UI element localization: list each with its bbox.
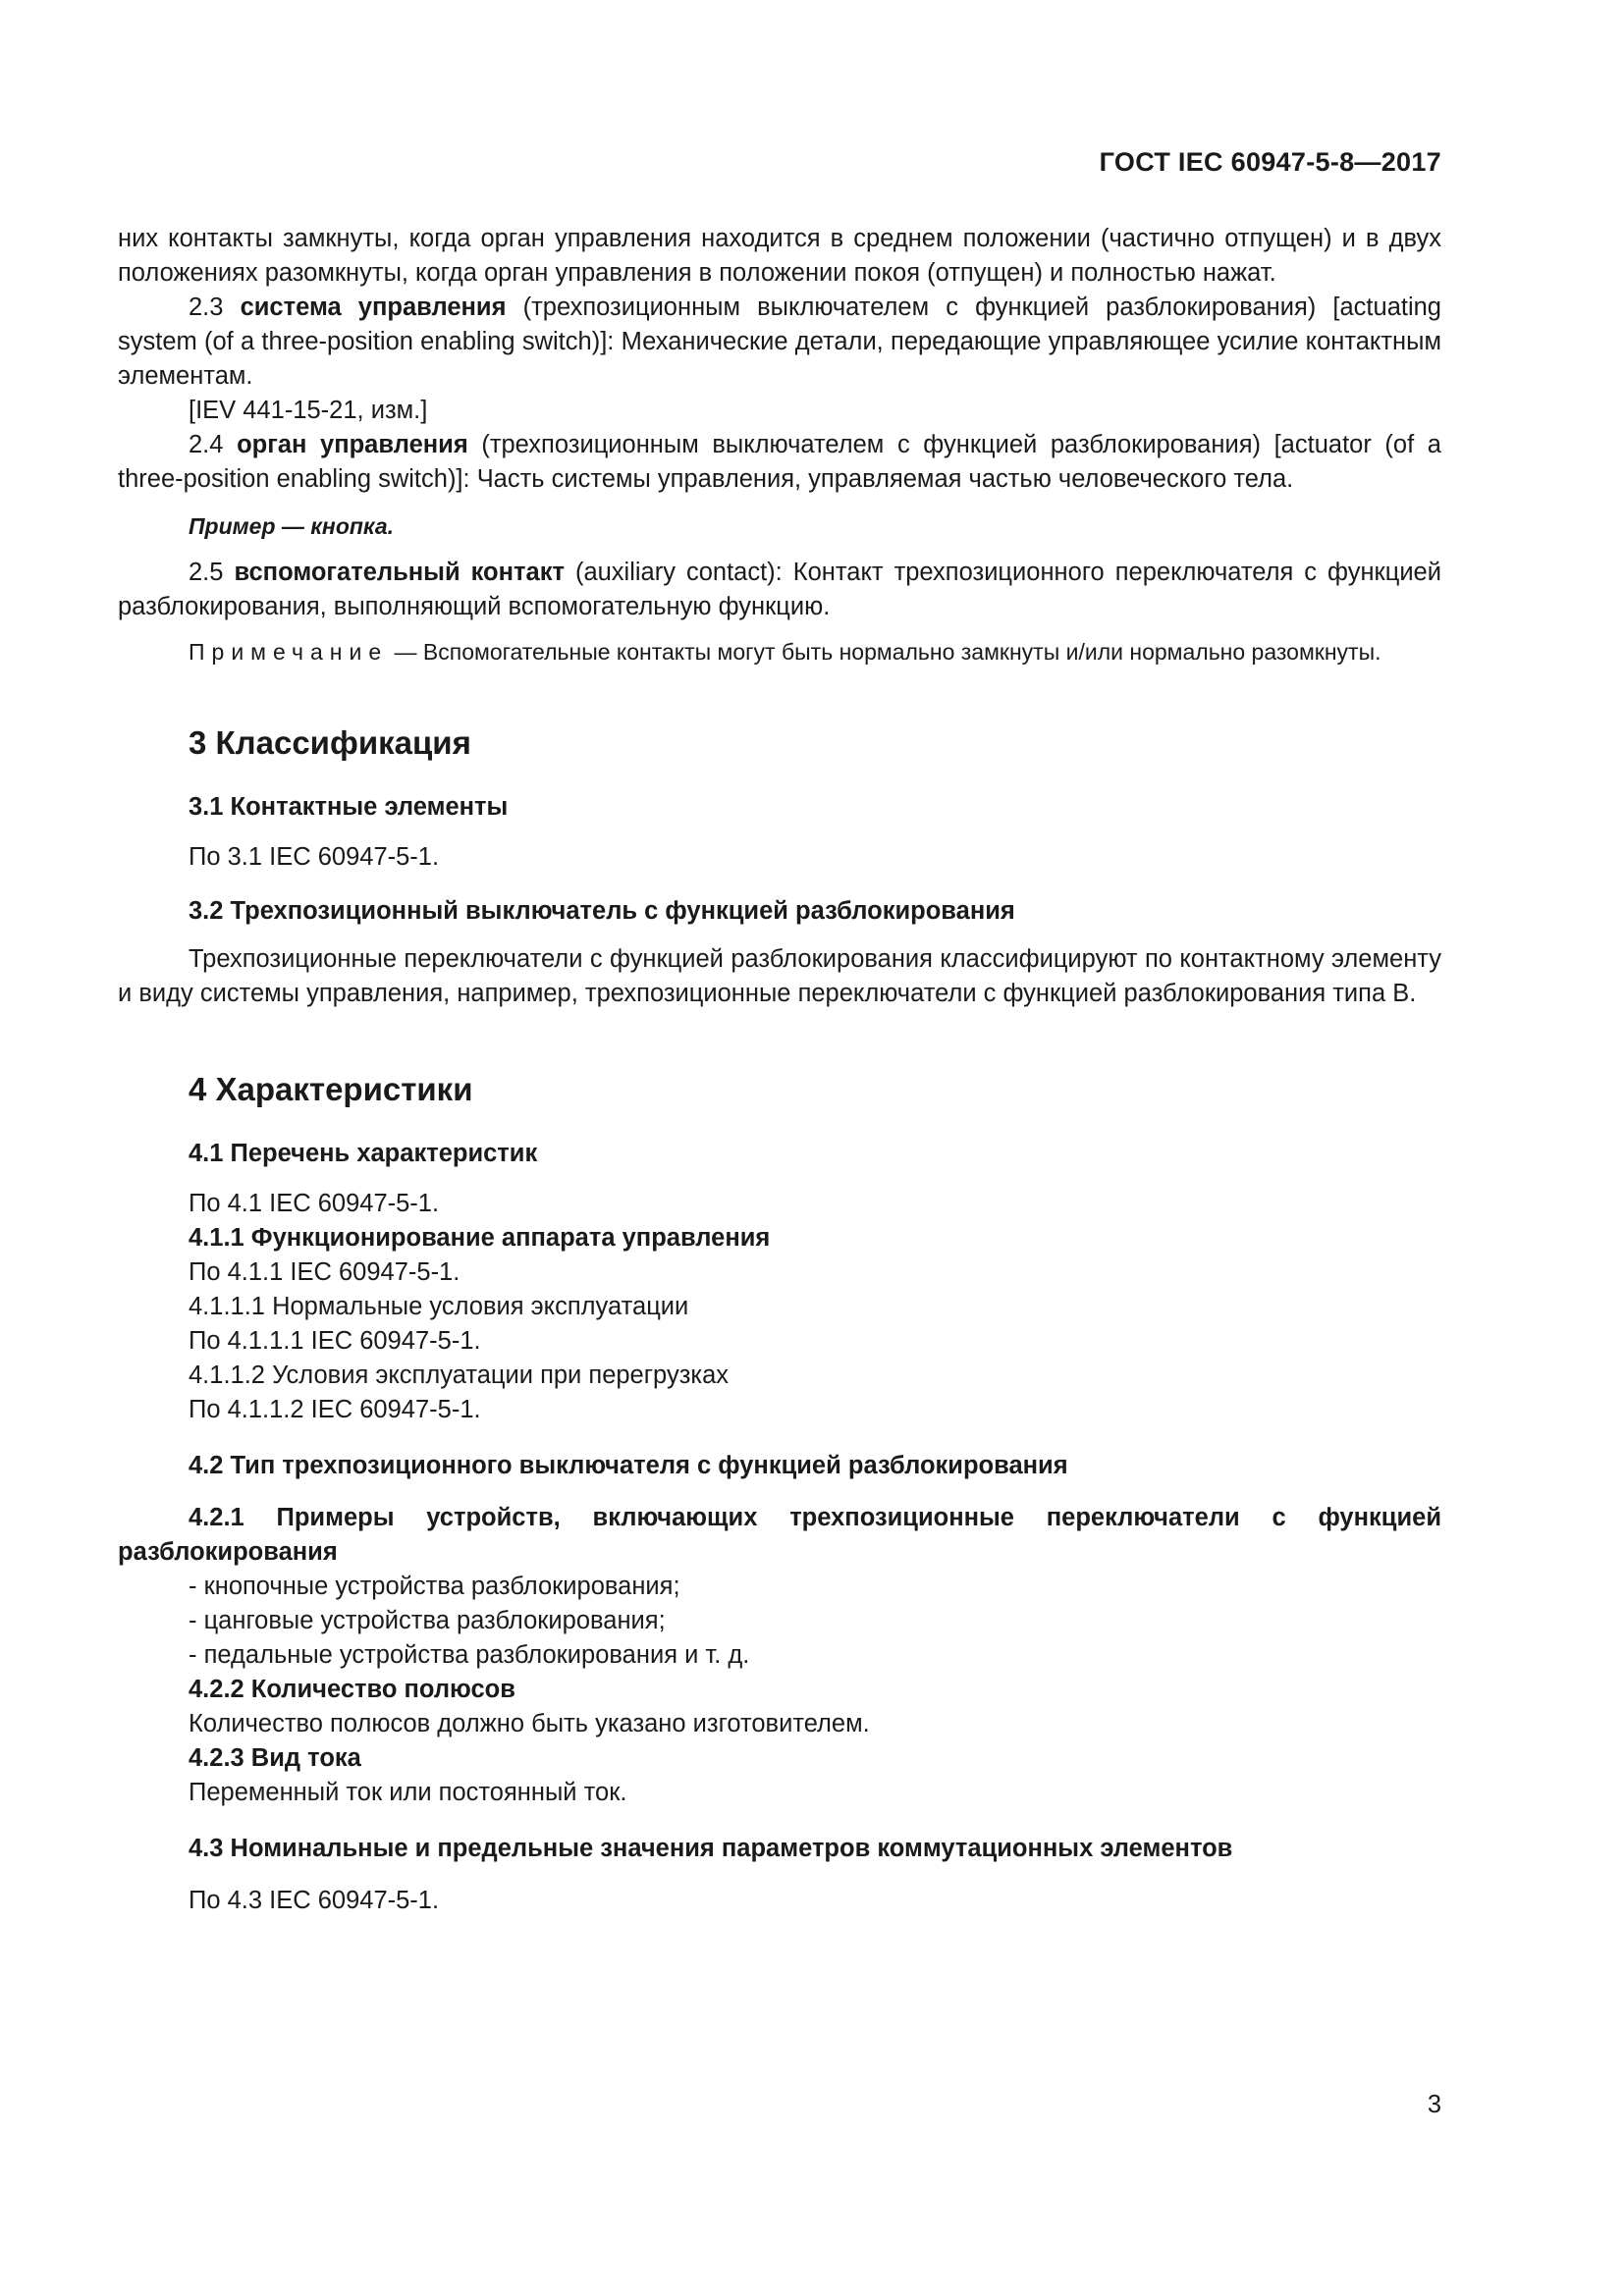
- section-3-heading: 3 Классификация: [189, 724, 471, 761]
- term-definition: (auxiliary contact): Контакт трехпозиционного переключателя с функцией разблокирования, выполняющий вспомогательную функцию.: [118, 559, 1441, 620]
- note: [118, 636, 1441, 668]
- section-4-3-heading: 4.3 Номинальные и предельные значения параметров коммутационных элементов: [189, 1835, 1233, 1862]
- term-name: система управления: [240, 294, 507, 321]
- section-4-heading: 4 Характеристики: [189, 1071, 473, 1107]
- section-4-2-heading: 4.2 Тип трехпозиционного выключателя с функцией разблокирования: [189, 1452, 1068, 1479]
- section-3-2-heading: 3.2 Трехпозиционный выключатель с функцией разблокирования: [189, 897, 1015, 925]
- section-4-1-1-1-text: По 4.1.1.1 IEC 60947-5-1.: [189, 1327, 481, 1355]
- term-2-3: [118, 291, 1441, 394]
- section-3-1-text: По 3.1 IEC 60947-5-1.: [189, 843, 440, 871]
- section-4-1-1-1-heading: 4.1.1.1 Нормальные условия эксплуатации: [189, 1293, 689, 1320]
- document-body: [118, 222, 1441, 1918]
- section-4-2-2-heading: 4.2.2 Количество полюсов: [189, 1676, 515, 1703]
- section-4-2-2-text: Количество полюсов должно быть указано изготовителем.: [189, 1710, 870, 1737]
- section-4-2-1-heading: 4.2.1 Примеры устройств, включающих трехпозиционные переключатели с функцией разблокирования: [118, 1504, 1441, 1566]
- term-2-5: [118, 556, 1441, 624]
- example-note: Пример — кнопка.: [189, 513, 395, 539]
- section-4-1-1-heading: 4.1.1 Функционирование аппарата управления: [189, 1224, 771, 1252]
- section-4-2-3-heading: 4.2.3 Вид тока: [189, 1744, 361, 1772]
- section-4-3-text: По 4.3 IEC 60947-5-1.: [189, 1887, 440, 1914]
- continued-paragraph: них контакты замкнуты, когда орган управления находится в среднем положении (частично отпущен) и в двух положениях разомкнуты, когда орган управления в положении покоя (отпущен) и полностью нажат.: [118, 225, 1441, 287]
- section-4-1-heading: 4.1 Перечень характеристик: [189, 1140, 538, 1167]
- page-number: 3: [1427, 2091, 1441, 2118]
- section-4-1-1-2-text: По 4.1.1.2 IEC 60947-5-1.: [189, 1396, 481, 1423]
- section-4-1-text: По 4.1 IEC 60947-5-1.: [189, 1190, 440, 1217]
- term-name: орган управления: [237, 431, 468, 458]
- term-2-4: [118, 428, 1441, 497]
- term-reference: [IEV 441-15-21, изм.]: [189, 397, 428, 424]
- note-text: — Вспомогательные контакты могут быть нормально замкнуты и/или нормально разомкнуты.: [388, 639, 1381, 665]
- section-3-2-text: Трехпозиционные переключатели с функцией разблокирования классифицируют по контактному элементу и виду системы управления, например, трехпозиционные переключатели с функцией разблокирования типа В.: [118, 945, 1441, 1007]
- term-definition: (трехпозиционным выключателем с функцией разблокирования) [actuator (of a three-position enabling switch)]: Часть системы управления, управляемая частью человеческого тела.: [118, 431, 1441, 493]
- term-number: 2.5: [189, 559, 224, 586]
- list-item: - кнопочные устройства разблокирования;: [189, 1573, 680, 1600]
- list-item: - цанговые устройства разблокирования;: [189, 1607, 666, 1634]
- term-number: 2.3: [189, 294, 224, 321]
- section-4-2-3-text: Переменный ток или постоянный ток.: [189, 1779, 627, 1806]
- document-code-header: ГОСТ IEC 60947-5-8—2017: [1099, 147, 1441, 177]
- note-label: Примечание: [189, 639, 389, 665]
- term-name: вспомогательный контакт: [234, 559, 565, 586]
- list-item: - педальные устройства разблокирования и т. д.: [189, 1641, 750, 1669]
- term-definition: (трехпозиционным выключателем с функцией разблокирования) [actuating system (of a three-position enabling switch)]: Механические детали, передающие управляющее усилие контактным элементам.: [118, 294, 1441, 390]
- section-4-1-1-2-heading: 4.1.1.2 Условия эксплуатации при перегрузках: [189, 1362, 730, 1389]
- section-3-1-heading: 3.1 Контактные элементы: [189, 793, 509, 821]
- term-number: 2.4: [189, 431, 224, 458]
- section-4-1-1-text: По 4.1.1 IEC 60947-5-1.: [189, 1258, 460, 1286]
